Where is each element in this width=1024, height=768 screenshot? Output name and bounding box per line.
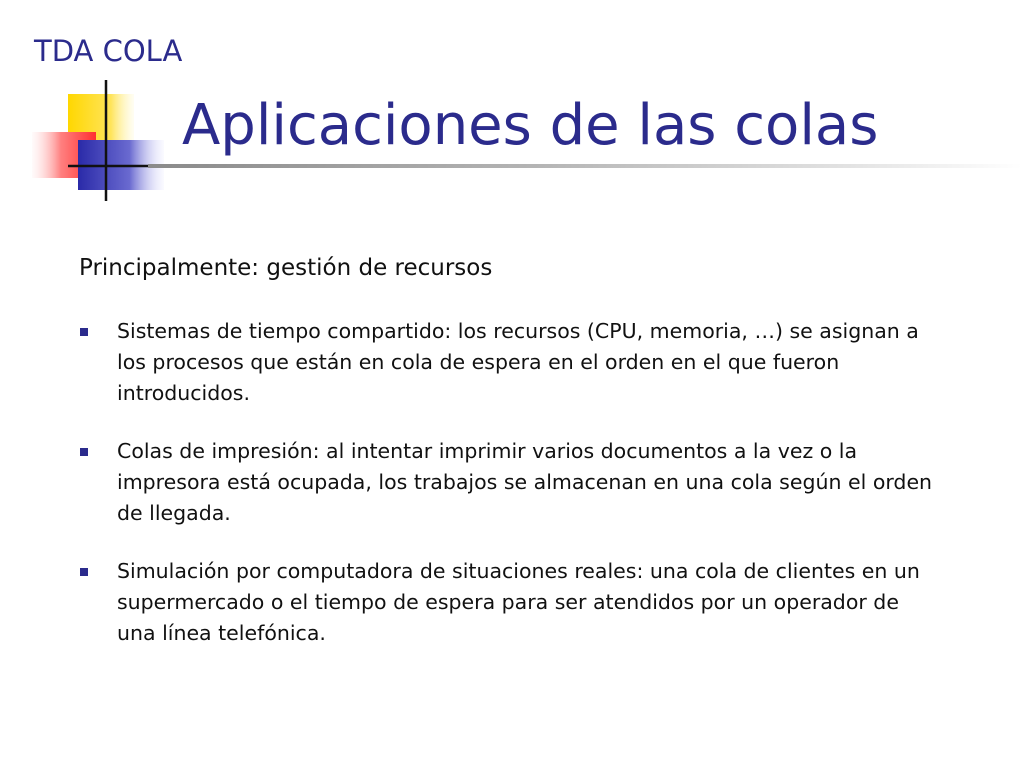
- square-bullet-icon: [80, 448, 88, 456]
- bullet-text: Sistemas de tiempo compartido: los recursos (CPU, memoria, …) se asignan a los procesos que están en cola de espera en el orden en el que fueron introducidos.: [117, 319, 919, 405]
- course-title: TDA COLA: [34, 34, 183, 68]
- decorative-squares-logo-icon: [30, 80, 180, 205]
- title-rule: [148, 164, 1022, 168]
- slide-title: Aplicaciones de las colas: [182, 93, 879, 158]
- bullet-text: Colas de impresión: al intentar imprimir varios documentos a la vez o la impresora está ocupada, los trabajos se almacenan en una cola según el orden de llegada.: [117, 439, 933, 525]
- lead-text: Principalmente: gestión de recursos: [79, 255, 493, 281]
- bullet-item: [79, 316, 939, 409]
- bullet-text: Simulación por computadora de situaciones reales: una cola de clientes en un supermercado o el tiempo de espera para ser atendidos por un operador de una línea telefónica.: [117, 559, 920, 645]
- bullet-list: [79, 316, 939, 676]
- bullet-item: [79, 556, 939, 649]
- bullet-item: [79, 436, 939, 529]
- square-bullet-icon: [80, 568, 88, 576]
- square-bullet-icon: [80, 328, 88, 336]
